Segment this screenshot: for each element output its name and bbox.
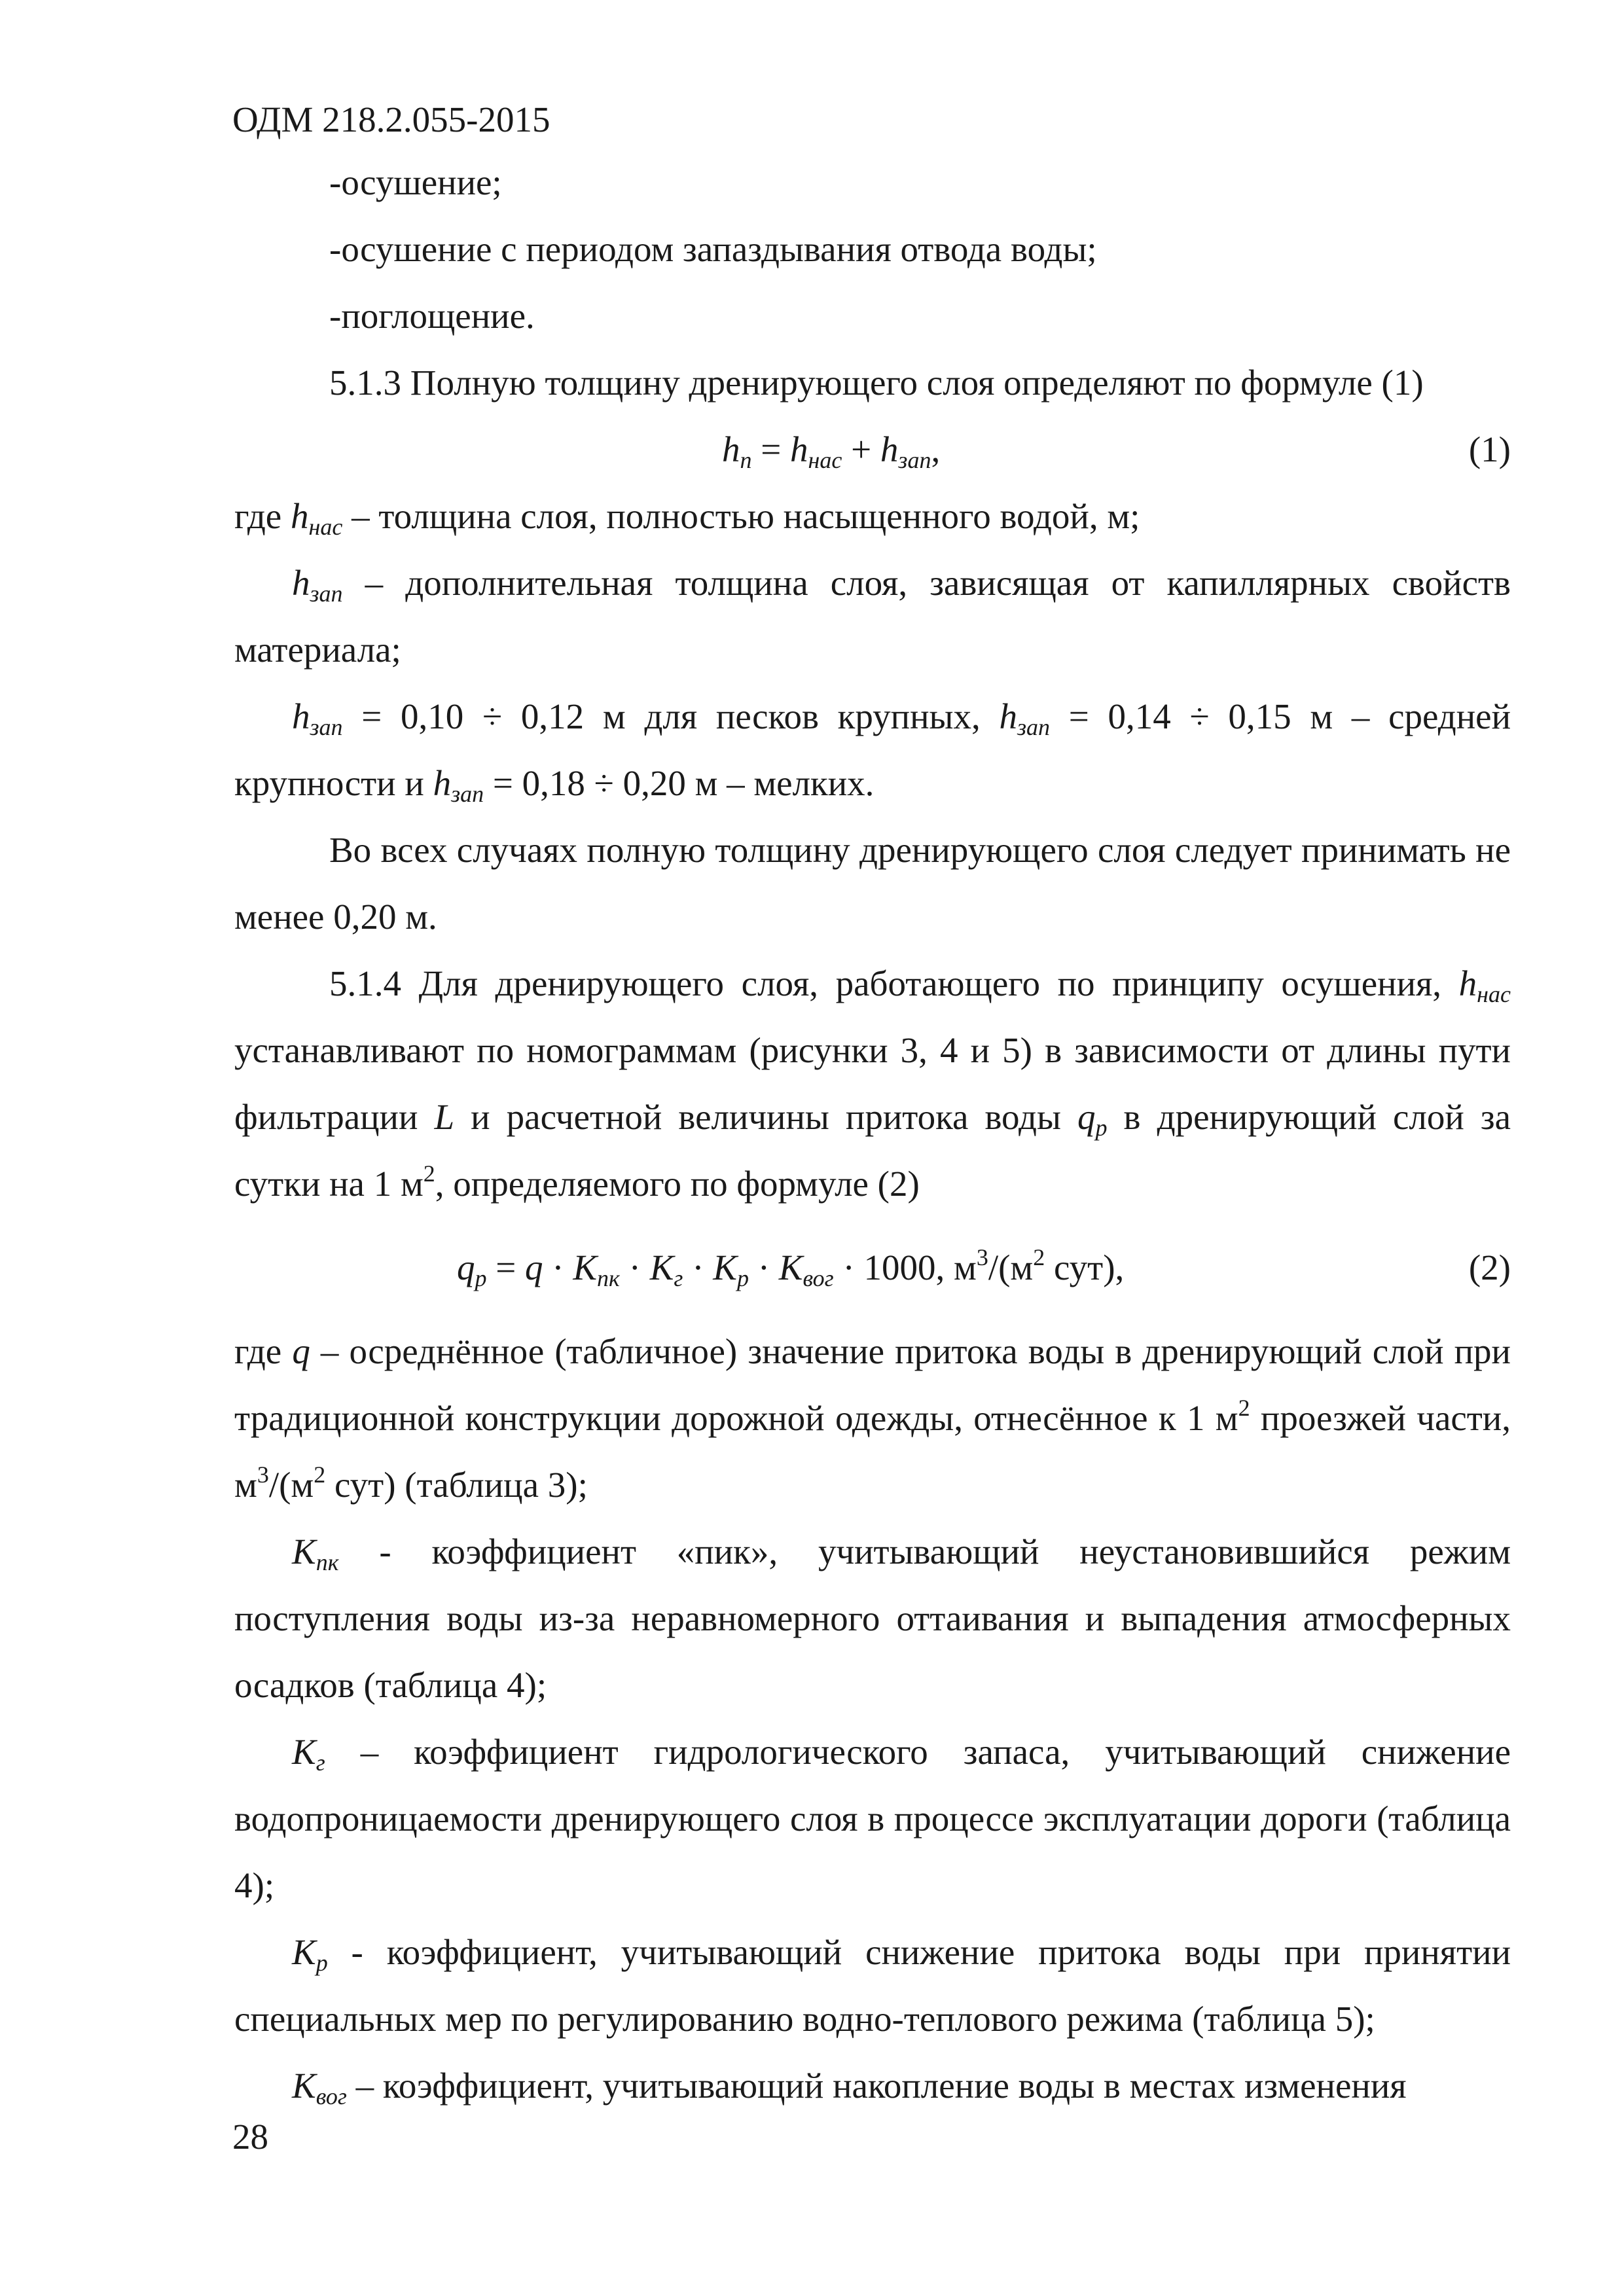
h-zap-definition: $h_{зап}$ – дополнительная толщина слоя, зависящая от капиллярных свойств материала;	[234, 563, 1511, 670]
formula-2	[234, 1234, 1511, 1301]
section-5-1-3-paragraph: 5.1.3 Полную толщину дренирующего слоя определяют по формуле (1)	[329, 363, 1424, 403]
section-5-1-4-paragraph: 5.1.4 Для дренирующего слоя, работающего по принципу осушения, $h_{нас}$ устанавливают по номограммам (рисунки 3, 4 и 5) в зависимости от длины пути фильтрации L и расчетной величины притока воды $q_р$ в дренирующий слой за сутки на 1 $м^2$, определяемого по формуле (2)	[234, 963, 1511, 1204]
list-item: -поглощение.	[329, 296, 535, 336]
formula-1-expression: $h_п = h_{нас} + h_{зап}$,	[722, 429, 941, 473]
all-cases-paragraph: Во всех случаях полную толщину дренирующего слоя следует принимать не менее 0,20 м.	[234, 830, 1511, 937]
list-item: -осушение;	[329, 162, 502, 202]
formula-2-expression: $q_р = q \cdot K_{пк} \cdot K_г \cdot K_р \cdot K_{вог} \cdot 1000$, $м^3/(м^2$ сут),	[457, 1244, 1125, 1291]
formula-2-number: (2)	[1468, 1247, 1511, 1287]
document-code-header: ОДМ 218.2.055-2015	[232, 99, 550, 139]
k-vog-definition: $K_{вог}$ – коэффициент, учитывающий накопление воды в местах изменения	[292, 2066, 1407, 2109]
k-g-definition: $K_г$ – коэффициент гидрологического запаса, учитывающий снижение водопроницаемости дренирующего слоя в процессе эксплуатации дороги (таблица 4);	[234, 1732, 1511, 1905]
page-body	[234, 149, 1511, 2119]
where-q-definition: где q – осреднённое (табличное) значение притока воды в дренирующий слой при традиционной конструкции дорожной одежды, отнесённое к 1 $м^2$ проезжей части, $м^3/(м^2$ сут) (таблица 3);	[234, 1331, 1511, 1505]
k-pk-definition: $K_{пк}$ - коэффициент «пик», учитывающий неустановившийся режим поступления воды из-за неравномерного оттаивания и выпадения атмосферных осадков (таблица 4);	[234, 1532, 1511, 1705]
k-r-definition: $K_р$ - коэффициент, учитывающий снижение притока воды при принятии специальных мер по регулированию водно-теплового режима (таблица 5);	[234, 1932, 1511, 2039]
formula-1	[234, 416, 1511, 483]
list-item: -осушение с периодом запаздывания отвода воды;	[329, 229, 1097, 269]
formula-1-number: (1)	[1468, 429, 1511, 469]
h-zap-values: $h_{зап} = 0,10 \div 0,12$ м для песков крупных, $h_{зап} = 0,14 \div 0,15$ м – средней крупности и $h_{зап} = 0,18 \div 0,20$ м – мелких.	[234, 696, 1511, 807]
where-h-nas-definition: где $h_{нас}$ – толщина слоя, полностью насыщенного водой, м;	[234, 496, 1140, 540]
page-number: 28	[232, 2117, 268, 2157]
